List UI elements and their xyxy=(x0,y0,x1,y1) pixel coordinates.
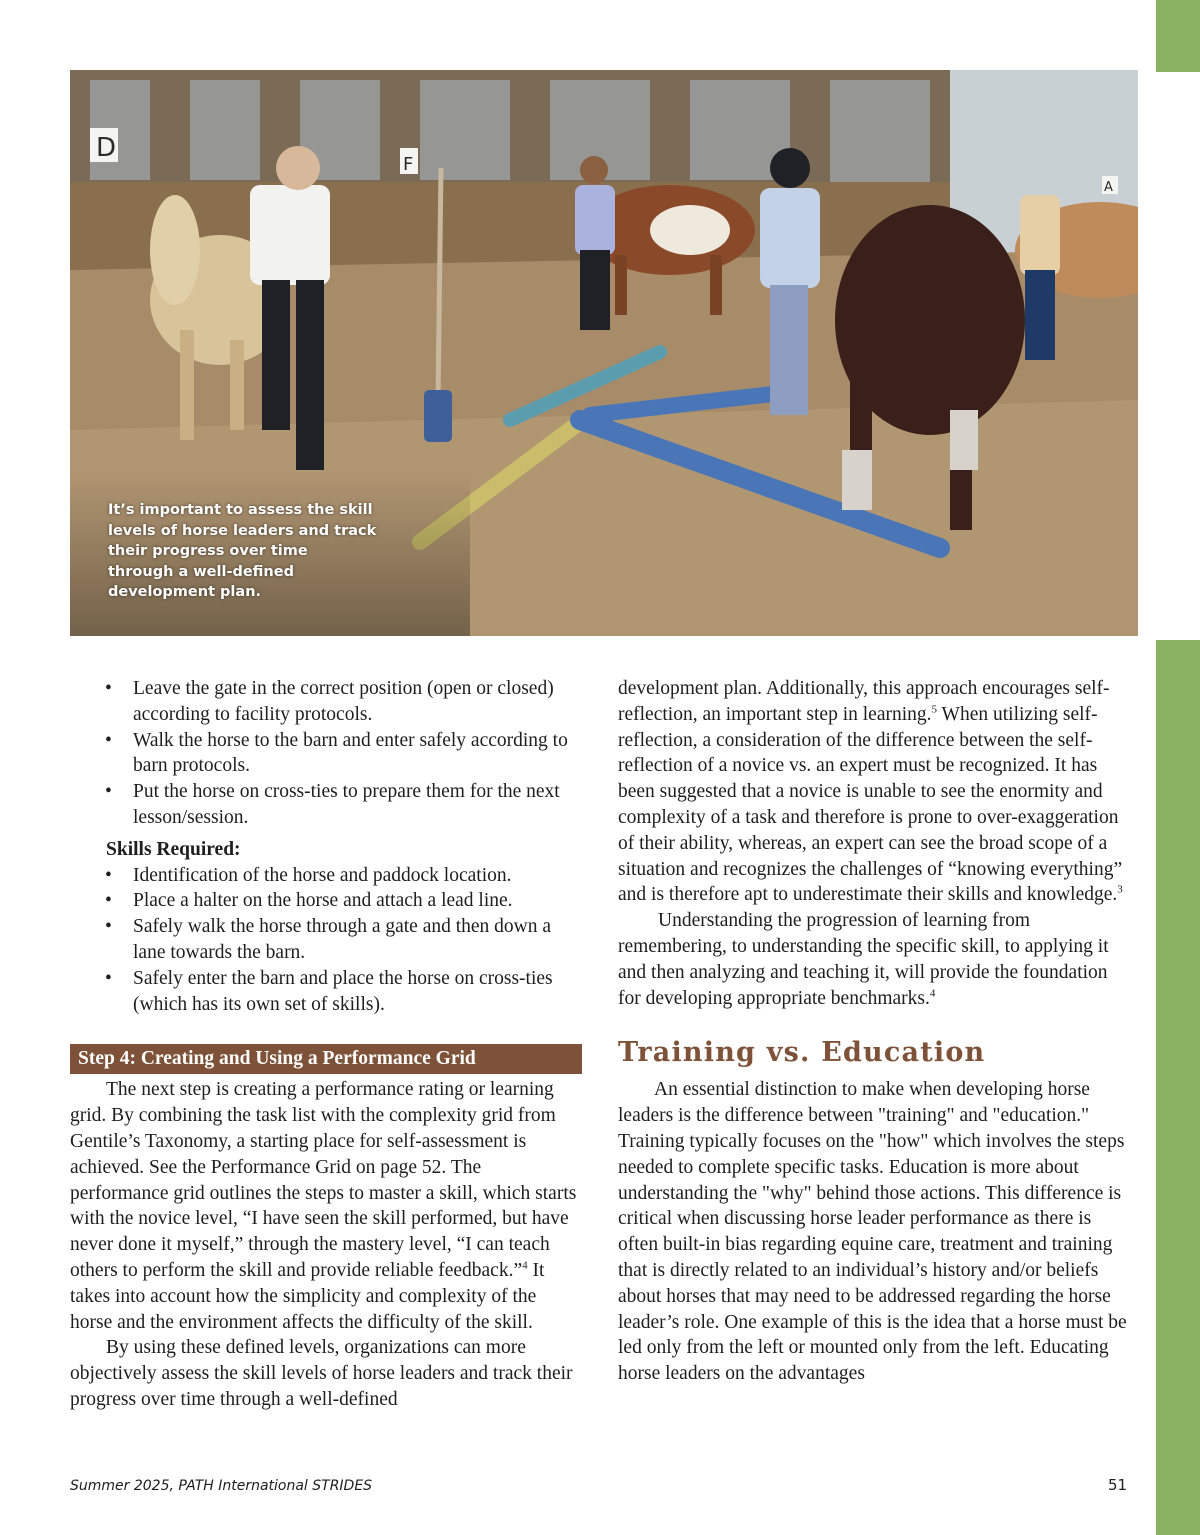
paragraph-text: The next step is creating a performance rating or learning grid. By combining the task list with the complexity grid from Gentile’s Taxonomy, a starting place for self-assessment is achieved. See the Performance Grid on page 52. The performance grid outlines the steps to master a skill, which starts with the novice level, “I have seen the skill performed, but have never done it myself,” through the mastery level, “I can teach others to perform the skill and provide reliable feedback.” xyxy=(70,1079,577,1281)
left-column xyxy=(70,676,582,1413)
page-number: 51 xyxy=(1108,1476,1128,1494)
skills-list xyxy=(70,863,582,1018)
list-item: • Put the horse on cross-ties to prepare them for the next lesson/session. xyxy=(70,779,582,831)
arena-photo xyxy=(70,70,1138,636)
paragraph-training-education: An essential distinction to make when developing horse leaders is the difference between "training" and "education." Training typically focuses on the "how" which involves the steps needed to complete specific tasks. Education is more about understanding the "why" behind those actions. This difference is critical when discussing horse leader performance as there is often built-in bias regarding equine care, treatment and training that is directly related to an individual’s history and/or beliefs about horses that may need to be addressed regarding the horse leader’s role. One example of this is the idea that a horse must be led only from the left or mounted only from the left. Educating horse leaders on the advantages xyxy=(618,1079,1127,1385)
footnote-ref: 4 xyxy=(929,987,936,1000)
paragraph-text: When utilizing self-reflection, a consideration of the difference between the self-reflection of a novice vs. an expert must be recognized. It has been suggested that a novice is unable to see the enormity and complexity of a task and therefore is prone to over-exaggeration of their ability, whereas, an expert can see the broad scope of a situation and recognizes the challenges of “knowing everything” and is therefore apt to underestimate their skills and knowledge. xyxy=(618,703,1123,906)
paragraph-text: It takes into account how the simplicity and complexity of the horse and the environment affects the difficulty of the skill. xyxy=(70,1259,545,1333)
list-item: • Safely walk the horse through a gate and then down a lane towards the barn. xyxy=(70,914,582,966)
skills-required-heading: Skills Required: xyxy=(106,838,241,860)
arena-letter-d: D xyxy=(96,133,117,163)
paragraph-performance-grid xyxy=(70,1077,582,1335)
bullet-list-top xyxy=(70,676,582,831)
paragraph-progression xyxy=(618,908,1128,1011)
list-item: • Place a halter on the horse and attach a lead line. xyxy=(70,888,582,914)
step-4-heading: Step 4: Creating and Using a Performance Grid xyxy=(70,1044,582,1074)
footnote-ref: 3 xyxy=(1117,883,1123,896)
footnote-ref: 4 xyxy=(522,1259,528,1272)
section-title-training-vs-education: Training vs. Education xyxy=(618,1037,986,1069)
paragraph-defined-levels: By using these defined levels, organizations can more objectively assess the skill levels of horse leaders and track their progress over time through a well-defined xyxy=(70,1337,573,1410)
footer-publication: Summer 2025, PATH International STRIDES xyxy=(70,1478,373,1494)
arena-letter-f: F xyxy=(403,154,414,175)
paragraph-text: Understanding the progression of learning from remembering, to understanding the specific skill, to applying it and then analyzing and teaching it, will provide the foundation for developing appropriate benchmarks. xyxy=(618,910,1109,1009)
right-column xyxy=(618,676,1128,1387)
side-accent-bar-top xyxy=(1156,0,1200,72)
list-item: • Safely enter the barn and place the horse on cross-ties (which has its own set of skills). xyxy=(70,966,582,1018)
arena-letter-a: A xyxy=(1104,180,1113,195)
list-item: • Walk the horse to the barn and enter safely according to barn protocols. xyxy=(70,728,582,780)
list-item: • Leave the gate in the correct position (open or closed) according to facility protocols. xyxy=(70,676,582,728)
paragraph-self-reflection xyxy=(618,676,1128,908)
list-item: • Identification of the horse and paddock location. xyxy=(70,863,582,889)
photo-caption: It’s important to assess the skill levels of horse leaders and track their progress over time through a well-defined development plan. xyxy=(108,502,377,600)
footnote-ref: 5 xyxy=(931,703,938,716)
paragraph-text: development plan. Additionally, this approach encourages self-reflection, an important step in learning. xyxy=(618,678,1110,725)
side-accent-bar xyxy=(1156,640,1200,1535)
